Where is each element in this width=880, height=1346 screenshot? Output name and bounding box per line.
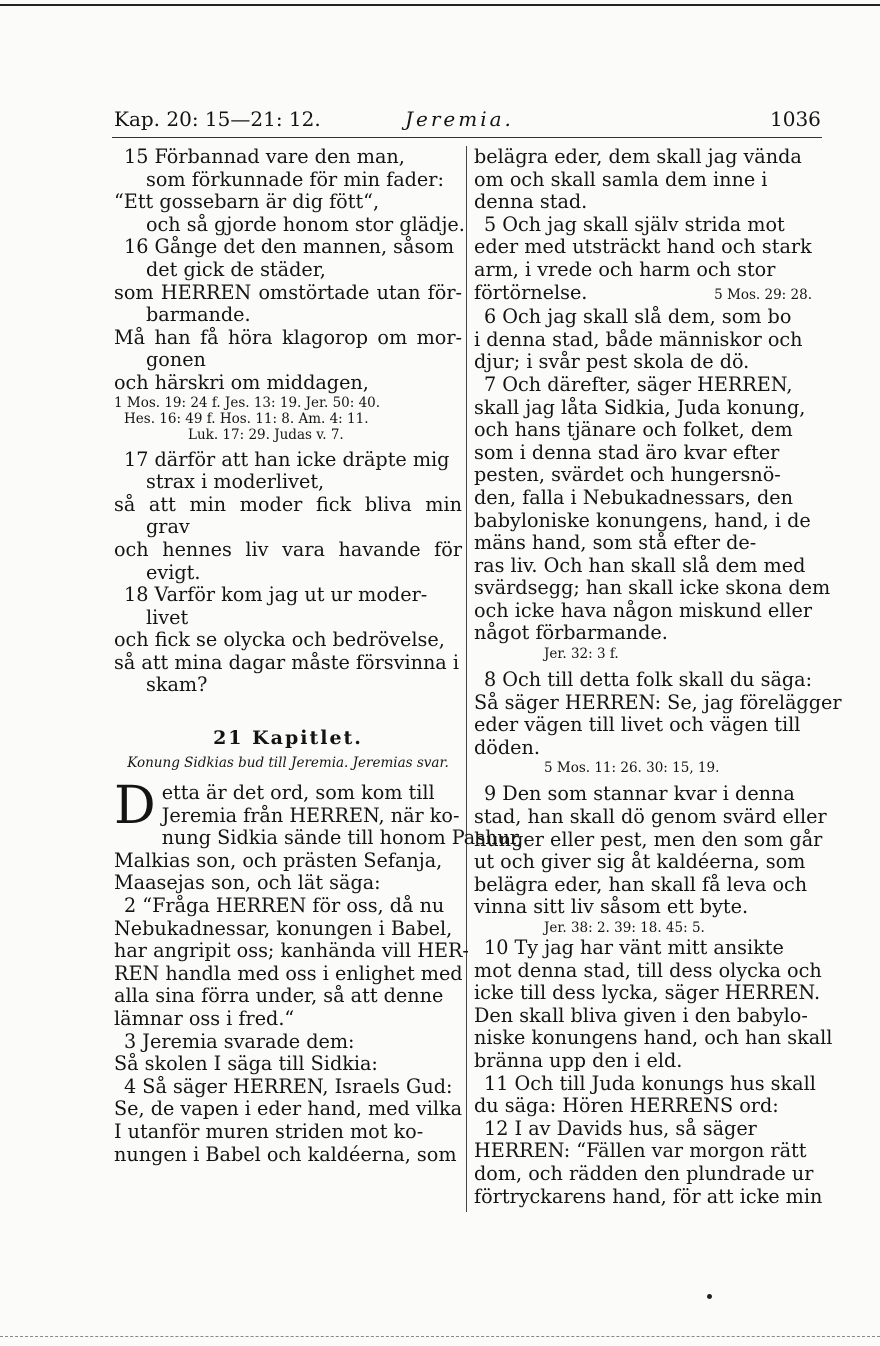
text-line: döden. <box>474 735 540 759</box>
text-line: Så skolen I säga till Sidkia: <box>114 1052 378 1076</box>
text-line: så att min moder fick bliva min <box>114 492 462 516</box>
text-line: svärdsegg; han skall icke skona dem <box>474 576 831 600</box>
text-line: livet <box>146 605 189 629</box>
text-line: ras liv. Och han skall slå dem med <box>474 553 806 577</box>
text-line: Den skall bliva given i den babylo- <box>474 1003 808 1027</box>
text-line: och så gjorde honom stor glädje. <box>146 212 465 236</box>
running-header-chapter-ref: Kap. 20: 15—21: 12. <box>114 107 321 131</box>
text-line: ut och giver sig åt kaldéerna, som <box>474 850 806 874</box>
text-line: i denna stad, både människor och <box>474 327 803 351</box>
right-column <box>474 145 842 1208</box>
text-line: lämnar oss i fred.“ <box>114 1007 295 1030</box>
text-line: har angripit oss; kanhända vill HER- <box>114 939 469 963</box>
text-line: I utanför muren striden mot ko- <box>114 1119 424 1143</box>
text-line: så att mina dagar måste försvinna i <box>114 650 459 674</box>
text-line: som förkunnade för min fader: <box>146 167 444 191</box>
cross-reference: Hes. 16: 49 f. Hos. 11: 8. Am. 4: 11. <box>124 410 369 427</box>
text-line: 12 I av Davids hus, så säger <box>484 1116 757 1140</box>
text-line: 9 Den som stannar kvar i denna <box>484 782 795 806</box>
text-line: stad, han skall dö genom svärd eller <box>474 805 827 829</box>
text-line: eder med utsträckt hand och stark <box>474 235 812 259</box>
text-line: och härskri om middagen, <box>114 370 369 394</box>
text-line: barmande. <box>146 303 251 327</box>
text-line: 3 Jeremia svarade dem: <box>124 1029 355 1053</box>
text-line: belägra eder, dem skall jag vända <box>474 145 802 168</box>
text-line: alla sina förra under, så att denne <box>114 984 444 1008</box>
text-line: och hennes liv vara havande för <box>114 537 462 561</box>
text-line: 7 Och därefter, säger HERREN, <box>484 372 793 396</box>
text-line: den, falla i Nebukadnessars, den <box>474 485 793 509</box>
text-line: vinna sitt liv såsom ett byte. <box>474 895 749 919</box>
text-line: REN handla med oss i enlighet med <box>114 961 463 985</box>
text-line: icke till dess lycka, säger HERREN. <box>474 981 821 1005</box>
text-line: 16 Gånge det den mannen, såsom <box>124 235 455 259</box>
text-line: niske konungens hand, och han skall <box>474 1026 833 1050</box>
text-line: denna stad. <box>474 190 588 214</box>
running-header-book-title: Jeremia. <box>405 107 514 131</box>
column-divider <box>466 146 467 1212</box>
cross-reference: Jer. 38: 2. 39: 18. 45: 5. <box>544 920 705 936</box>
text-line: eder vägen till livet och vägen till <box>474 713 801 737</box>
text-line: 18 Varför kom jag ut ur moder- <box>124 583 428 607</box>
ink-speck <box>707 1294 712 1299</box>
text-line: nungen i Babel och kaldéerna, som <box>114 1142 457 1166</box>
cross-reference: Jer. 32: 3 f. <box>544 646 619 663</box>
text-line: Nebukadnessar, konungen i Babel, <box>114 916 453 940</box>
text-line: som HERREN omstörtade utan för- <box>114 280 462 304</box>
text-line: 5 Och jag skall själv strida mot <box>484 212 785 236</box>
header-rule <box>112 137 822 138</box>
text-line: djur; i svår pest skola de dö. <box>474 350 750 374</box>
chapter-heading: 21 Kapitlet. <box>213 727 363 750</box>
page-number: 1036 <box>770 107 821 131</box>
text-line: 8 Och till detta folk skall du säga: <box>484 668 813 692</box>
text-line: Jeremia från HERREN, när ko- <box>161 803 460 827</box>
text-line: bränna upp den i eld. <box>474 1048 683 1072</box>
text-line: och hans tjänare och folket, dem <box>474 418 793 442</box>
text-line: 15 Förbannad vare den man, <box>124 145 405 168</box>
text-line: Så säger HERREN: Se, jag förelägger <box>474 690 842 714</box>
text-line: skam? <box>146 673 208 697</box>
text-line: arm, i vrede och harm och stor <box>474 257 776 281</box>
text-line: Maasejas son, och lät säga: <box>114 871 381 895</box>
text-line: etta är det ord, som kom till <box>161 781 435 805</box>
text-line: dom, och rädden den plundrade ur <box>474 1161 814 1185</box>
text-line: 4 Så säger HERREN, Israels Gud: <box>124 1074 453 1098</box>
text-line: om och skall samla dem inne i <box>474 167 768 191</box>
text-line: grav <box>146 515 190 539</box>
text-line: hunger eller pest, men den som går <box>474 827 823 851</box>
text-line: förtörnelse. <box>474 280 588 304</box>
cross-reference: 5 Mos. 11: 26. 30: 15, 19. <box>544 760 720 777</box>
chapter-summary: Konung Sidkias bud till Jeremia. Jeremias svar. <box>127 755 449 772</box>
drop-cap: D <box>114 776 156 837</box>
text-line: pesten, svärdet och hungersnö- <box>474 463 781 487</box>
text-line: Må han få höra klagorop om mor- <box>114 325 462 349</box>
text-line: Se, de vapen i eder hand, med vilka <box>114 1097 463 1121</box>
text-line: HERREN: “Fällen var morgon rätt <box>474 1139 807 1163</box>
cross-reference: 1 Mos. 19: 24 f. Jes. 13: 19. Jer. 50: 40. <box>114 394 381 411</box>
text-line: belägra eder, han skall få leva och <box>474 872 808 896</box>
text-line: förtryckarens hand, för att icke min <box>474 1184 823 1208</box>
text-line: 11 Och till Juda konungs hus skall <box>484 1071 816 1095</box>
text-line: evigt. <box>146 560 201 584</box>
text-line: du säga: Hören HERRENS ord: <box>474 1094 779 1118</box>
text-line: 2 “Fråga HERREN för oss, då nu <box>124 894 445 918</box>
text-line: “Ett gossebarn är dig fött“, <box>114 190 380 214</box>
text-line: Malkias son, och prästen Sefanja, <box>114 848 443 872</box>
text-line: 6 Och jag skall slå dem, som bo <box>484 305 792 329</box>
text-line: babyloniske konungens, hand, i de <box>474 508 811 532</box>
text-line: och icke hava någon miskund eller <box>474 598 813 622</box>
text-line: och fick se olycka och bedrövelse, <box>114 628 445 652</box>
cross-reference: Luk. 17: 29. Judas v. 7. <box>188 426 344 443</box>
verse-5-end <box>474 282 822 307</box>
text-line: något förbarmande. <box>474 621 668 645</box>
text-line: gonen <box>146 348 206 372</box>
text-line: det gick de städer, <box>146 257 326 281</box>
text-line: skall jag låta Sidkia, Juda konung, <box>474 395 806 419</box>
cross-reference: 5 Mos. 29: 28. <box>714 286 812 303</box>
text-line: mot denna stad, till dess olycka och <box>474 958 822 982</box>
text-line: 10 Ty jag har vänt mitt ansikte <box>484 936 784 959</box>
text-line: som i denna stad äro kvar efter <box>474 440 780 464</box>
text-line: nung Sidkia sände till honom Pashur, <box>161 826 523 850</box>
text-line: 17 därför att han icke dräpte mig <box>124 447 450 471</box>
top-edge-line <box>0 4 880 6</box>
bottom-edge-line <box>0 1336 880 1337</box>
text-line: strax i moderlivet, <box>146 470 325 494</box>
text-line: mäns hand, som stå efter de- <box>474 531 757 555</box>
